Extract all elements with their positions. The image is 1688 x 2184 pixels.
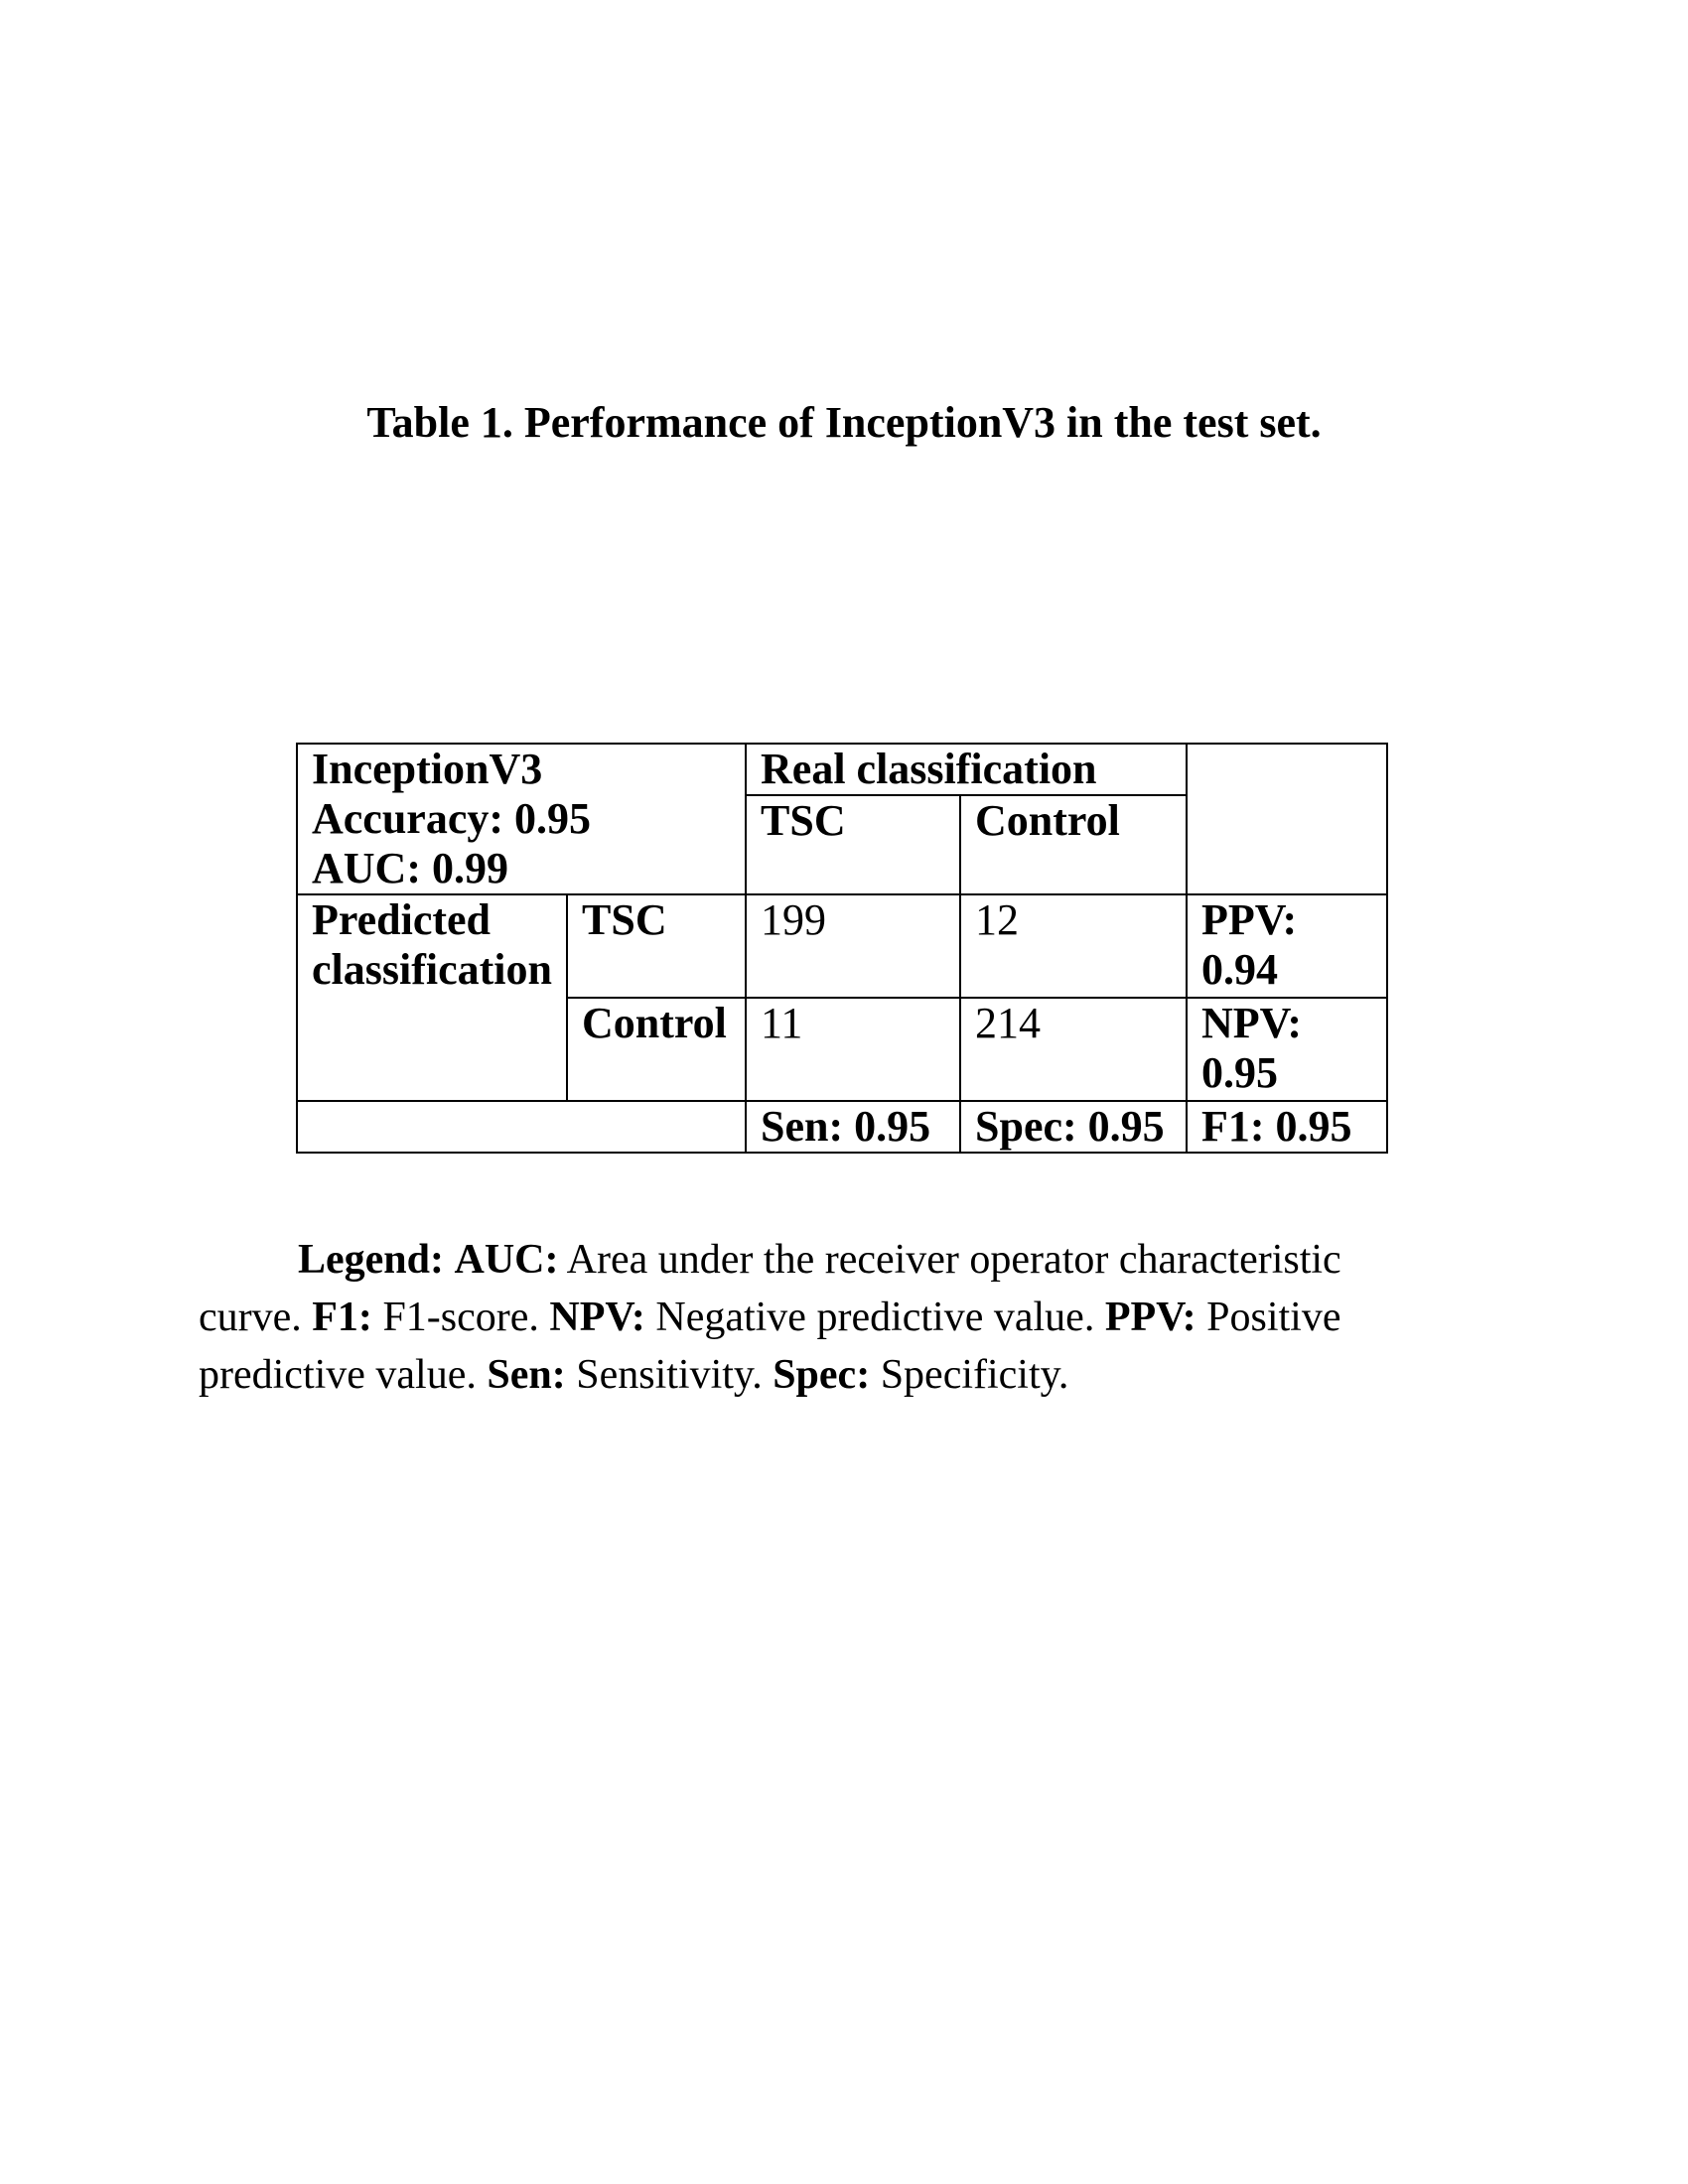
column-header-control: Control [960,795,1187,894]
sensitivity-cell: Sen: 0.95 [746,1101,960,1153]
legend-ppv-definition-cont: predictive value. [199,1352,477,1398]
legend-auc-definition: Area under the receiver operator characteristic [566,1237,1341,1283]
legend-f1-term: F1: [312,1295,372,1340]
table-row-tsc [297,894,1387,998]
page-title: Table 1. Performance of InceptionV3 in the test set. [366,398,1322,447]
legend-label: Legend: [298,1237,444,1283]
ppv-cell [1187,894,1387,998]
model-name: InceptionV3 [312,745,543,793]
predicted-classification-label [297,894,567,1101]
predicted-label-line1: Predicted [312,895,492,944]
legend-line-3 [199,1346,1420,1404]
empty-metrics-cell [297,1101,746,1153]
legend-auc-definition-cont: curve. [199,1295,302,1340]
legend-ppv-term: PPV: [1104,1295,1196,1340]
table-header-row-1 [297,744,1387,795]
legend-npv-term: NPV: [549,1295,645,1340]
legend-line-2 [199,1289,1420,1346]
legend-sen-term: Sen: [487,1352,566,1398]
model-summary-cell [297,744,746,894]
npv-label: NPV: [1201,999,1303,1047]
cell-control-control: 214 [960,998,1187,1101]
column-header-tsc: TSC [746,795,960,894]
cell-tsc-control: 12 [960,894,1187,998]
legend-spec-definition: Specificity. [880,1352,1069,1398]
cell-control-tsc: 11 [746,998,960,1101]
ppv-value: 0.94 [1201,945,1279,994]
legend-auc-term: AUC: [454,1237,559,1283]
row-header-tsc: TSC [567,894,746,998]
predicted-label-line2: classification [312,945,552,994]
legend-spec-term: Spec: [773,1352,871,1398]
cell-tsc-tsc: 199 [746,894,960,998]
table-legend [199,1231,1420,1404]
accuracy-value: Accuracy: 0.95 [312,794,592,843]
table-row-metrics [297,1101,1387,1153]
real-classification-header: Real classification [746,744,1187,795]
legend-line-1 [199,1231,1420,1289]
npv-cell [1187,998,1387,1101]
ppv-label: PPV: [1201,895,1298,944]
performance-table [296,743,1388,1154]
auc-value: AUC: 0.99 [312,844,508,892]
legend-ppv-definition: Positive [1206,1295,1341,1340]
f1-cell: F1: 0.95 [1187,1101,1387,1153]
specificity-cell: Spec: 0.95 [960,1101,1187,1153]
legend-sen-definition: Sensitivity. [576,1352,763,1398]
legend-npv-definition: Negative predictive value. [655,1295,1095,1340]
npv-value: 0.95 [1201,1048,1279,1097]
empty-header-cell [1187,744,1387,894]
row-header-control: Control [567,998,746,1101]
legend-f1-definition: F1-score. [382,1295,539,1340]
